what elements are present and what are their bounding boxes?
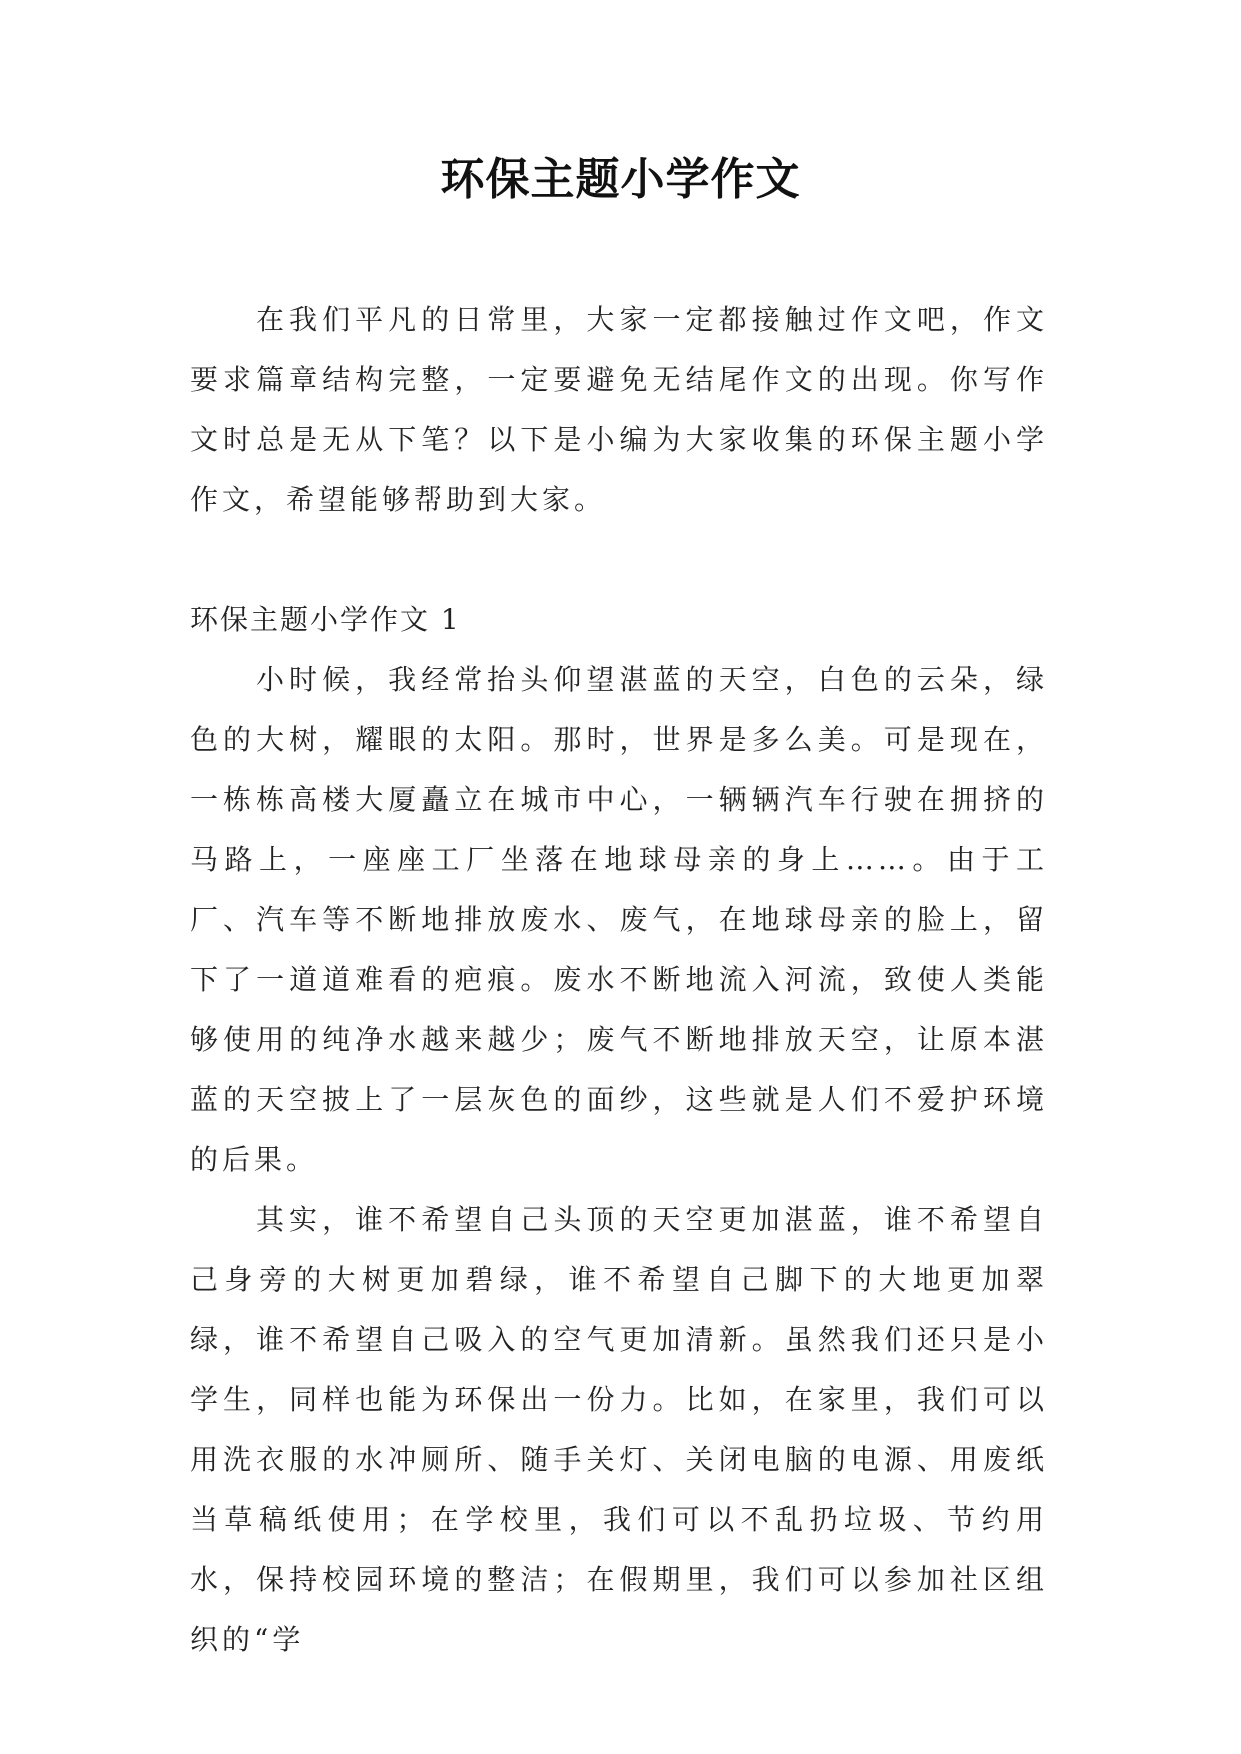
intro-paragraph: 在我们平凡的日常里，大家一定都接触过作文吧，作文要求篇章结构完整，一定要避免无结尾作文的出现。你写作文时总是无从下笔？以下是小编为大家收集的环保主题小学作文，希望能够帮助到大家。 [190,303,1048,516]
body-paragraph-1: 小时候，我经常抬头仰望湛蓝的天空，白色的云朵，绿色的大树，耀眼的太阳。那时，世界是多么美。可是现在，一栋栋高楼大厦矗立在城市中心，一辆辆汽车行驶在拥挤的马路上，一座座工厂坐落在地球母亲的身上……。由于工厂、汽车等不断地排放废水、废气，在地球母亲的脸上，留下了一道道难看的疤痕。废水不断地流入河流，致使人类能够使用的纯净水越来越少；废气不断地排放天空，让原本湛蓝的天空披上了一层灰色的面纱，这些就是人们不爱护环境的后果。 [190,663,1048,1176]
document-body [190,290,1048,1670]
document-title: 环保主题小学作文 [440,154,801,205]
section-heading: 环保主题小学作文 1 [190,603,461,636]
body-paragraph-2: 其实，谁不希望自己头顶的天空更加湛蓝，谁不希望自己身旁的大树更加碧绿，谁不希望自己脚下的大地更加翠绿，谁不希望自己吸入的空气更加清新。虽然我们还只是小学生，同样也能为环保出一份力。比如，在家里，我们可以用洗衣服的水冲厕所、随手关灯、关闭电脑的电源、用废纸当草稿纸使用；在学校里，我们可以不乱扔垃圾、节约用水，保持校园环境的整洁；在假期里，我们可以参加社区组织的“学 [190,1203,1048,1656]
